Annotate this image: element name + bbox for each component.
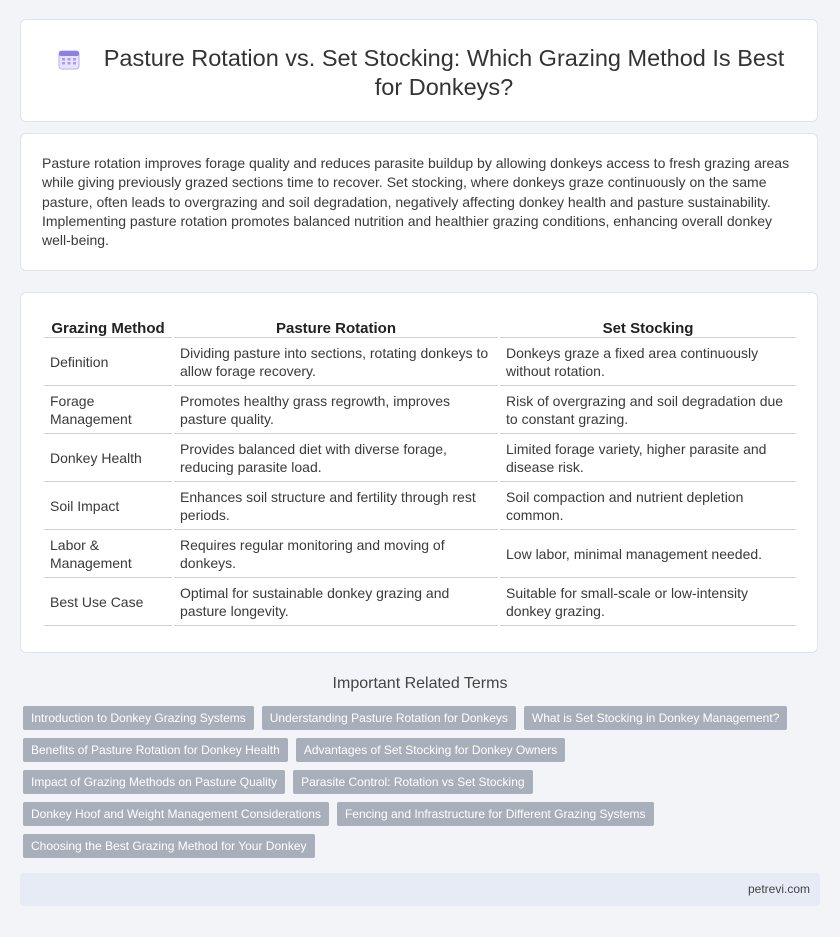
- related-term-tag[interactable]: Parasite Control: Rotation vs Set Stocking: [293, 770, 532, 794]
- pasture-rotation-cell: Dividing pasture into sections, rotating donkeys to allow forage recovery.: [174, 338, 498, 386]
- row-label: Soil Impact: [44, 482, 172, 530]
- footer: [20, 873, 820, 906]
- summary-card: [20, 133, 818, 271]
- comparison-table: [42, 311, 798, 626]
- table-row: [44, 578, 796, 626]
- summary-text: Pasture rotation improves forage quality and reduces parasite buildup by allowing donkeys access to fresh grazing areas while giving previously grazed sections time to recover. Set stocking, where donkeys graze continuously on the same pasture, often leads to overgrazing and soil degradation, negatively affecting donkey health and pasture sustainability. Implementing pasture rotation promotes balanced nutrition and healthier grazing conditions, enhancing overall donkey well-being.: [42, 155, 790, 249]
- table-row: [44, 530, 796, 578]
- set-stocking-cell: Low labor, minimal management needed.: [500, 530, 796, 578]
- related-term-tag[interactable]: Donkey Hoof and Weight Management Considerations: [23, 802, 329, 826]
- header-pasture-rotation: Pasture Rotation: [174, 311, 498, 338]
- page-title: Pasture Rotation vs. Set Stocking: Which Grazing Method Is Best for Donkeys?: [103, 45, 785, 100]
- pasture-rotation-cell: Promotes healthy grass regrowth, improves pasture quality.: [174, 386, 498, 434]
- set-stocking-cell: Soil compaction and nutrient depletion common.: [500, 482, 796, 530]
- footer-site-link[interactable]: petrevi.com: [747, 882, 810, 896]
- row-label: Forage Management: [44, 386, 172, 434]
- table-header-row: [44, 311, 796, 338]
- row-label: Labor & Management: [44, 530, 172, 578]
- related-terms-list: [23, 706, 803, 866]
- set-stocking-cell: Limited forage variety, higher parasite and disease risk.: [500, 434, 796, 482]
- related-term-tag[interactable]: Impact of Grazing Methods on Pasture Quality: [23, 770, 285, 794]
- calendar-icon: [58, 48, 80, 70]
- pasture-rotation-cell: Enhances soil structure and fertility through rest periods.: [174, 482, 498, 530]
- set-stocking-cell: Suitable for small-scale or low-intensity donkey grazing.: [500, 578, 796, 626]
- row-label: Best Use Case: [44, 578, 172, 626]
- related-term-tag[interactable]: Understanding Pasture Rotation for Donkeys: [262, 706, 516, 730]
- table-row: [44, 482, 796, 530]
- pasture-rotation-cell: Requires regular monitoring and moving of donkeys.: [174, 530, 498, 578]
- table-row: [44, 386, 796, 434]
- related-term-tag[interactable]: Introduction to Donkey Grazing Systems: [23, 706, 254, 730]
- pasture-rotation-cell: Optimal for sustainable donkey grazing and pasture longevity.: [174, 578, 498, 626]
- table-row: [44, 434, 796, 482]
- table-row: [44, 338, 796, 386]
- header-grazing-method: Grazing Method: [44, 311, 172, 338]
- comparison-table-card: [20, 292, 818, 653]
- set-stocking-cell: Donkeys graze a fixed area continuously without rotation.: [500, 338, 796, 386]
- title-card: [20, 19, 818, 122]
- set-stocking-cell: Risk of overgrazing and soil degradation due to constant grazing.: [500, 386, 796, 434]
- pasture-rotation-cell: Provides balanced diet with diverse forage, reducing parasite load.: [174, 434, 498, 482]
- header-set-stocking: Set Stocking: [500, 311, 796, 338]
- related-terms-heading: Important Related Terms: [332, 675, 508, 692]
- row-label: Definition: [44, 338, 172, 386]
- related-term-tag[interactable]: Choosing the Best Grazing Method for Your Donkey: [23, 834, 315, 858]
- related-term-tag[interactable]: Benefits of Pasture Rotation for Donkey Health: [23, 738, 288, 762]
- related-term-tag[interactable]: What is Set Stocking in Donkey Management?: [524, 706, 787, 730]
- row-label: Donkey Health: [44, 434, 172, 482]
- related-term-tag[interactable]: Fencing and Infrastructure for Different Grazing Systems: [337, 802, 654, 826]
- related-term-tag[interactable]: Advantages of Set Stocking for Donkey Owners: [296, 738, 565, 762]
